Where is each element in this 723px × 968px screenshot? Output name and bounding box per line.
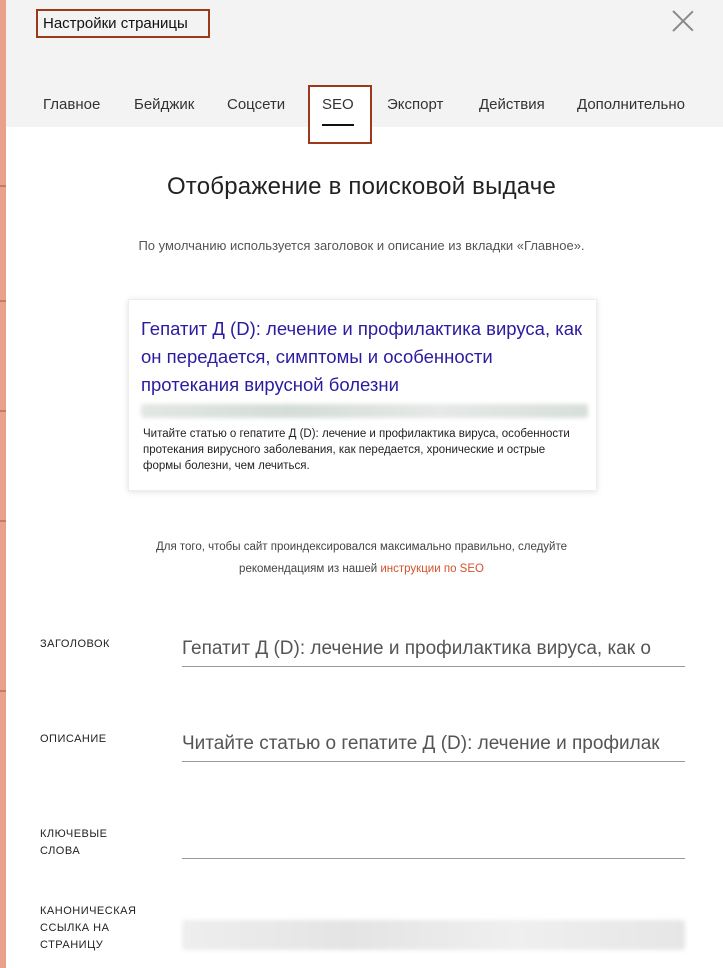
title-input[interactable] [182, 631, 685, 667]
dialog-title: Настройки страницы [36, 9, 210, 38]
edge-mark [0, 690, 6, 692]
title-field-label: ЗАГОЛОВОК [40, 638, 110, 650]
tab-social[interactable]: Соцсети [227, 96, 286, 113]
seo-hint [0, 536, 723, 580]
keywords-input[interactable] [182, 823, 685, 859]
description-field-label: ОПИСАНИЕ [40, 733, 107, 745]
tab-export[interactable]: Экспорт [387, 96, 444, 113]
preview-description: Читайте статью о гепатите Д (D): лечение и профилактика вируса, особенности протекания вирусного заболевания, как передается, хронические и острые формы болезни, чем лечиться. [143, 428, 570, 472]
preview-title: Гепатит Д (D): лечение и профилактика вируса, как он передается, симптомы и особенности протекания вирусной болезни [141, 318, 583, 395]
edge-mark [0, 410, 6, 412]
tab-badge[interactable]: Бейджик [134, 96, 195, 113]
active-tab-underline [322, 124, 354, 126]
seo-hint-text: Для того, чтобы сайт проиндексировался максимально правильно, следуйте [155, 541, 568, 553]
seo-subtitle: По умолчанию используется заголовок и описание из вкладки «Главное». [138, 238, 585, 253]
tab-highlight-box [308, 85, 372, 144]
tab-actions[interactable]: Действия [479, 96, 545, 113]
background-page-edge [0, 0, 6, 968]
description-input[interactable] [182, 726, 685, 762]
keywords-field-label: КЛЮЧЕВЫЕ СЛОВА [40, 828, 108, 857]
dialog-header [6, 0, 723, 127]
edge-mark [0, 520, 6, 522]
edge-mark [0, 300, 6, 302]
seo-instructions-link[interactable]: инструкции по SEO [380, 563, 484, 575]
search-result-preview [128, 299, 597, 491]
tab-seo[interactable]: SEO [322, 96, 354, 113]
seo-heading: Отображение в поисковой выдаче [166, 173, 557, 200]
canonical-input-blurred[interactable] [182, 920, 685, 950]
tab-main[interactable]: Главное [43, 96, 101, 113]
canonical-field-label: КАНОНИЧЕСКАЯ ССЫЛКА НА СТРАНИЦУ [40, 905, 137, 951]
preview-url-blurred [141, 404, 588, 418]
close-icon[interactable] [671, 9, 695, 33]
tab-additional[interactable]: Дополнительно [577, 96, 685, 113]
seo-hint-prefix: рекомендациям из нашей [239, 563, 381, 575]
